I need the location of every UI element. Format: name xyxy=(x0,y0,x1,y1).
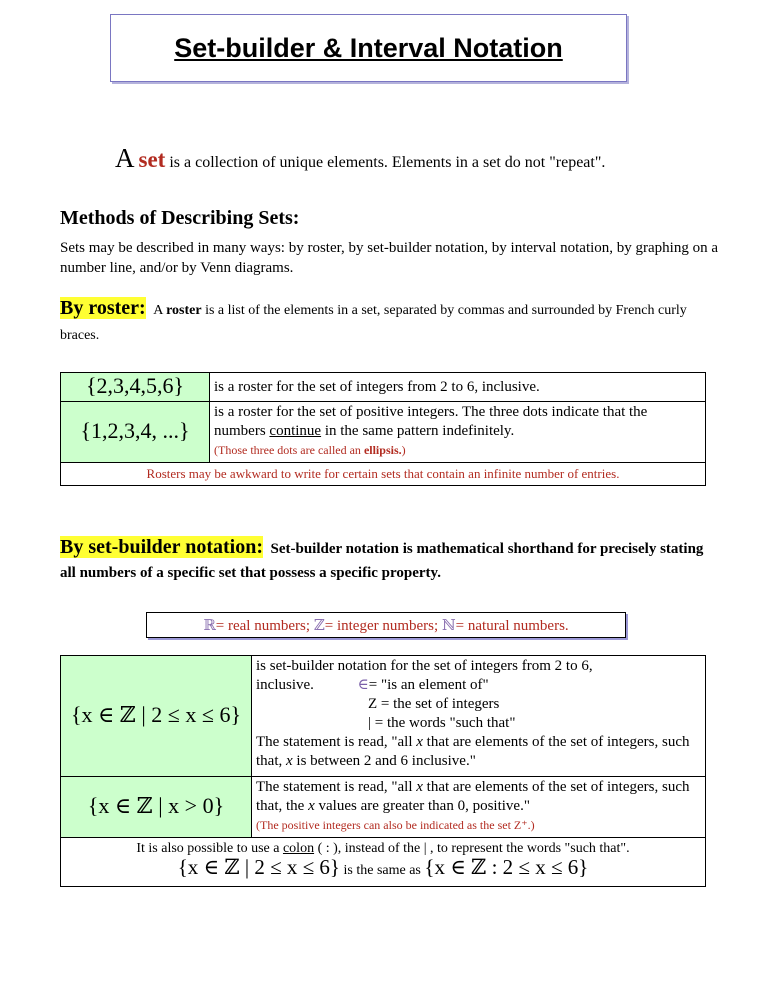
sbn-text-cell xyxy=(252,777,706,838)
bar-definition: | = the words "such that" xyxy=(368,715,516,731)
roster-text-2b: in the same pattern indefinitely. xyxy=(321,423,515,439)
ellipsis-note: (Those three dots are called an ellipsis.) xyxy=(214,443,406,457)
roster-text-cell xyxy=(210,402,706,463)
table-row xyxy=(61,838,706,887)
roster-footer: Rosters may be awkward to write for certain sets that contain an infinite number of entries. xyxy=(61,463,706,486)
roster-math-cell xyxy=(61,373,210,402)
real-numbers-symbol: ℝ xyxy=(203,616,216,634)
page-title: Set-builder & Interval Notation xyxy=(174,32,563,63)
colon-note: It is also possible to use a colon ( : ), instead of the | , to represent the words "such that". xyxy=(136,841,630,856)
sbn1-line1: is set-builder notation for the set of integers from 2 to 6, xyxy=(256,658,593,674)
sbn-section-intro xyxy=(60,535,720,585)
sbn-heading: By set-builder notation: xyxy=(60,536,263,558)
roster-text-2a: is a roster for the set of positive integers. The three dots indicate that the numbers xyxy=(214,404,648,439)
natural-numbers-symbol: ℕ xyxy=(441,616,456,634)
element-of-symbol: ∈ xyxy=(357,677,369,693)
roster-desc-a: A xyxy=(153,303,167,318)
number-sets-legend xyxy=(146,612,626,638)
table-row xyxy=(61,777,706,838)
table-row xyxy=(61,656,706,777)
integers-symbol: ℤ xyxy=(313,616,325,634)
intro-rest: is a collection of unique elements. Elements in a set do not "repeat". xyxy=(165,154,606,171)
roster-math-1: {2,3,4,5,6} xyxy=(85,372,185,398)
sbn-text-cell xyxy=(252,656,706,777)
intro-a: A xyxy=(115,143,135,173)
z-definition: Z = the set of integers xyxy=(368,696,500,712)
sbn-math-2: {x ∈ ℤ | x > 0} xyxy=(87,792,225,818)
sbn-math-cell xyxy=(61,656,252,777)
sbn-math-1: {x ∈ ℤ | 2 ≤ x ≤ 6} xyxy=(70,701,242,727)
element-of-text: = "is an element of" xyxy=(368,677,489,693)
table-row xyxy=(61,373,706,402)
roster-math-cell xyxy=(61,402,210,463)
roster-text-cell xyxy=(210,373,706,402)
positive-integers-note: (The positive integers can also be indicated as the set Z⁺.) xyxy=(256,818,535,832)
methods-heading: Methods of Describing Sets: xyxy=(60,207,300,229)
sbn-desc-bold: Set-builder notation xyxy=(270,541,399,557)
integers-text: = integer numbers; xyxy=(324,618,439,634)
roster-desc-b: is a list of the elements in a set, separated by commas and surrounded by French curly braces. xyxy=(60,303,687,343)
sbn-table xyxy=(60,655,706,887)
table-row xyxy=(61,463,706,486)
roster-table xyxy=(60,372,706,486)
real-numbers-text: = real numbers; xyxy=(215,618,311,634)
roster-section-intro xyxy=(60,296,720,348)
intro-sentence xyxy=(115,143,605,174)
sbn-desc-rest: is mathematical shorthand for precisely stating all numbers of a specific set that possess a specific property. xyxy=(60,541,704,581)
sbn-math-cell xyxy=(61,777,252,838)
sbn-footer xyxy=(61,838,706,887)
sbn1-read: The statement is read, "all x that are elements of the set of integers, such that, x is between 2 and 6 inclusive." xyxy=(256,734,690,769)
sbn1-line2: inclusive. xyxy=(256,677,314,693)
sbn2-read: The statement is read, "all x that are elements of the set of integers, such that, the x values are greater than 0, positive." xyxy=(256,779,690,814)
roster-heading: By roster: xyxy=(60,297,146,319)
colon-math-left: {x ∈ ℤ | 2 ≤ x ≤ 6} xyxy=(177,855,340,879)
colon-math-right: {x ∈ ℤ : 2 ≤ x ≤ 6} xyxy=(424,855,589,879)
natural-numbers-text: = natural numbers. xyxy=(455,618,569,634)
table-row xyxy=(61,402,706,463)
roster-math-2: {1,2,3,4, ...} xyxy=(80,417,190,443)
roster-desc-bold: roster xyxy=(166,303,202,318)
intro-set-word: set xyxy=(138,147,166,172)
methods-text: Sets may be described in many ways: by roster, by set-builder notation, by interval notation, by graphing on a number line, and/or by Venn diagrams. xyxy=(60,240,719,276)
title-box xyxy=(110,14,627,82)
roster-text-2u: continue xyxy=(269,423,322,439)
same-as-text: is the same as xyxy=(343,863,421,878)
roster-text-1: is a roster for the set of integers from 2 to 6, inclusive. xyxy=(214,378,540,395)
